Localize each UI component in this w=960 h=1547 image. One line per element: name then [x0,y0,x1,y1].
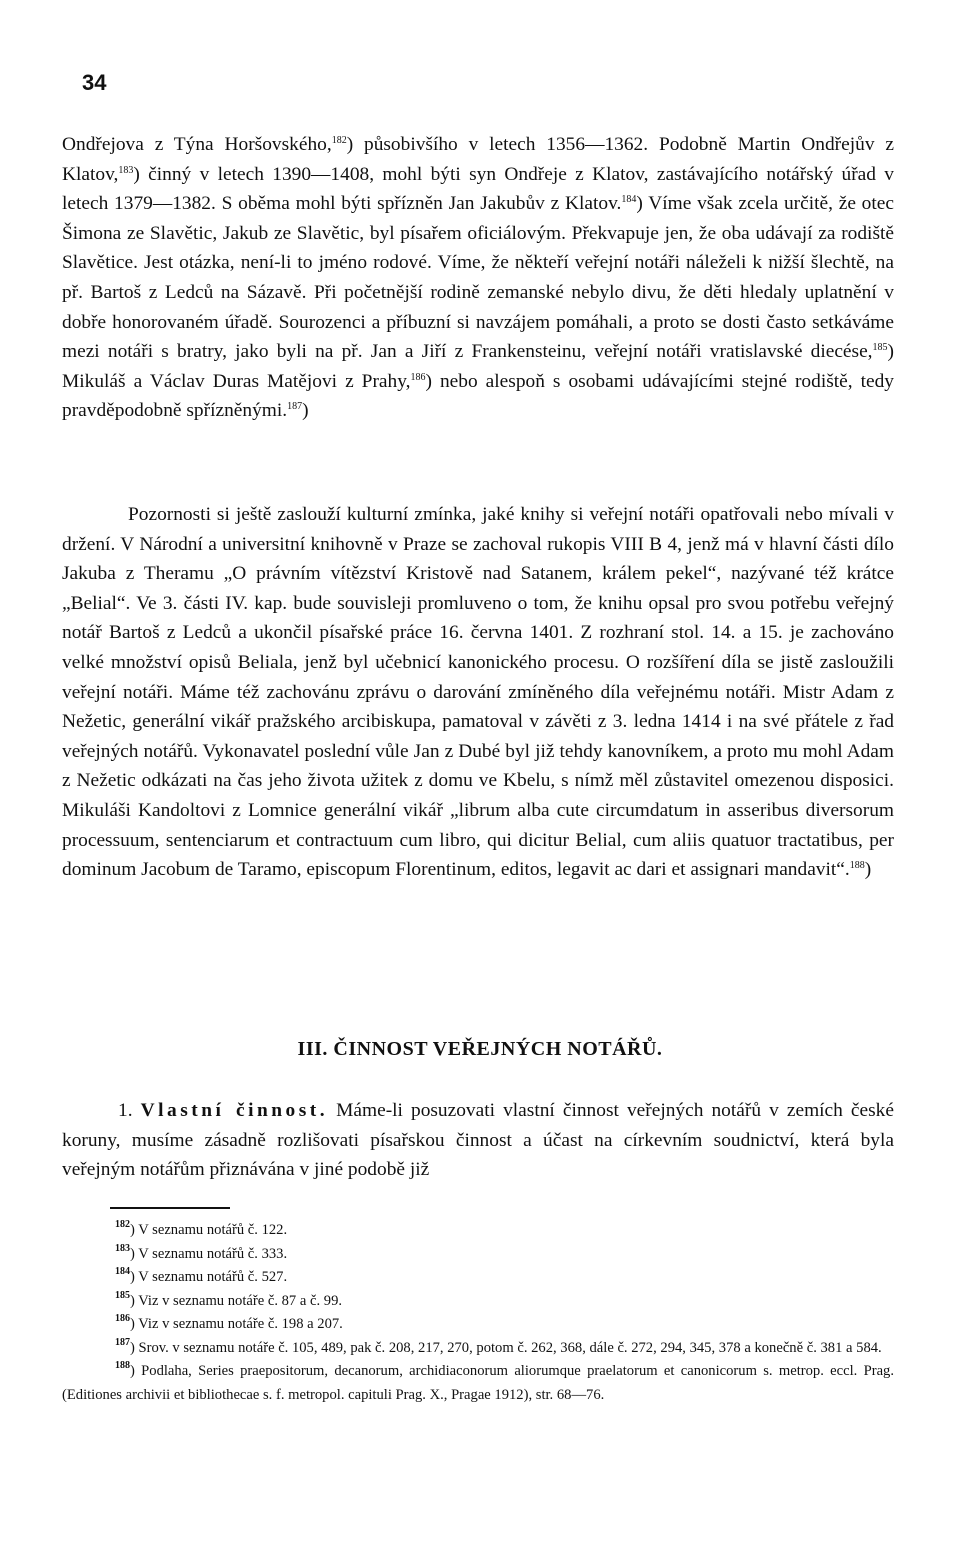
footnote [62,1313,894,1337]
text-run: Pozornosti si ještě zaslouží kulturní zmínka, jaké knihy si veřejní notáři opatřovali nebo mívali v držení. V Národní a universitní knihovně v Praze se zachoval rukopis VIII B 4, jenž má v hlavní části dílo Jakuba z Theramu „O právním vítězství Kristově nad Satanem, králem pekel“, nazývané též krátce „Belial“. Ve 3. části IV. kap. bude souvisleji promluveno o tom, že knihu opsal pro svou potřebu veřejný notář Bartoš z Ledců a ukončil písařské práce 16. června 1401. Z rozhraní stol. 14. a 15. je zachováno velké množství opisů Beliala, jenž byl učebnicí kanonického procesu. O rozšíření díla se jistě zasloužili veřejní notáři. Máme též zachovánu zprávu o darování zmíněného díla veřejnému notáři. Mistr Adam z Nežetic, generální vikář pražského arcibiskupa, pamatoval v závěti z 3. ledna 1414 i na své přátele z řad veřejných notářů. Vykonavatel poslední vůle Jan z Dubé byl již tehdy kanovníkem, a proto mu mohl Adam z Nežetic odkázati na čas jeho života užitek z domu ve Kbelu, s nímž měl zůstavitel omezenou disposici. Mikuláši Kandoltovi z Lomnice generální vikář „librum alba cute circumdatum in asseribus diversorum processuum, sentenciarum et contractuum cum libro, qui dicitur Belial, cum aliis quatuor tractatibus, per dominum Jacobum de Taramo, episcopum Florentinum, editos, legavit ac dari et assignari mandavit“. [62,504,894,881]
footnote [62,1360,894,1407]
footnote [62,1337,894,1361]
footnote-ref: 186 [410,371,426,383]
paragraph-own-activity [62,1096,894,1185]
footnote-ref: 184 [621,194,637,206]
footnote-text: ) V seznamu notářů č. 333. [130,1245,288,1262]
footnote-mark: 183 [115,1242,130,1254]
footnote-ref: 188 [849,860,865,872]
footnote [62,1243,894,1267]
footnote-mark: 185 [115,1289,130,1301]
footnote-text: ) V seznamu notářů č. 122. [130,1222,288,1238]
footnote-mark: 188 [115,1360,130,1371]
text-run: Máme-li posuzovati vlastní činnost veřejných notářů v zemích české koruny, musíme zásadně rozlišovati písařskou činnost a účast na církevním soudnictví, která byla veřejným notářům přiznávána v jiné podobě již [62,1100,894,1181]
text-run: ) [302,400,309,422]
section-title: Vlastní činnost. [140,1100,329,1121]
footnote-mark: 187 [115,1336,130,1348]
page-number: 34 [82,70,107,95]
footnote-ref: 182 [331,135,347,146]
footnote-text: ) V seznamu notářů č. 527. [130,1269,288,1285]
footnote-ref: 185 [872,342,888,354]
footnote-mark: 186 [115,1313,130,1324]
paragraph-notary-books [62,500,894,885]
footnote-text: ) Viz v seznamu notáře č. 198 a 207. [130,1316,343,1332]
text-run: ) Víme však zcela určitě, že otec Šimona ze Slavětic, Jakub ze Slavětic, byl písařem oficiálovým. Překvapuje jen, že oba udávají za rodiště Slavětice. Jest otázka, není-li to jméno rodové. Víme, že někteří veřejní notáři náleželi k nižší šlechtě, na př. Bartoš z Ledců na Sázavě. Při početnější rodině zemanské nebylo divu, že děti hledaly uplatnění v dobře honorovaném úřadě. Sourozenci a příbuzní si navzájem pomáhali, a proto se dosti často setkáváme mezi notáři s bratry, jako byli na př. Jan a Jiří z Frankensteinu, veřejní notáři vratislavské diecése, [62,193,894,363]
footnote [62,1290,894,1314]
footnote-divider [110,1207,230,1209]
footnote-mark: 182 [115,1219,130,1230]
footnotes [62,1219,894,1407]
text-run: ) Mikuláš a Václav Duras Matějovi z Prahy, [62,341,894,392]
footnote-ref: 187 [287,401,303,413]
text-run: ) [864,859,872,881]
text-run: ) činný v letech 1390—1408, mohl býti syn Ondřeje z Klatov, zastávajícího notářský úřad v letech 1379—1382. S oběma mohl býti spřízněn Jan Jakubův z Klatov. [62,163,894,215]
paragraph-notary-families [62,130,894,426]
footnote-ref: 183 [118,164,134,176]
footnote-text: ) Srov. v seznamu notáře č. 105, 489, pak č. 208, 217, 270, potom č. 262, 368, dále č. 272, 294, 345, 378 a konečně č. 381 a 584. [130,1339,882,1356]
chapter-heading: III. ČINNOST VEŘEJNÝCH NOTÁŘŮ. [297,1038,663,1060]
section-number: 1. [118,1100,133,1121]
text-run: ) nebo alespoň s osobami udávajícími stejné rodiště, tedy pravděpodobně spřízněnými. [62,370,894,422]
footnote [62,1219,894,1243]
footnote-text: ) Viz v seznamu notáře č. 87 a č. 99. [130,1292,343,1309]
text-run: ) působivšího v letech 1356—1362. Podobně Martin Ondřejův z Klatov, [62,134,894,185]
footnote [62,1266,894,1290]
footnote-mark: 184 [115,1266,130,1277]
text-run: Ondřejova z Týna Horšovského, [62,134,332,155]
footnote-text: ) Podlaha, Series praepositorum, decanorum, archidiaconorum aliorumque praelatorum et canonicorum s. metrop. eccl. Prag. (Editiones archivii et bibliothecae s. f. metropol. capituli Prag. X., Pragae 1912), str. 68—76. [62,1363,894,1403]
